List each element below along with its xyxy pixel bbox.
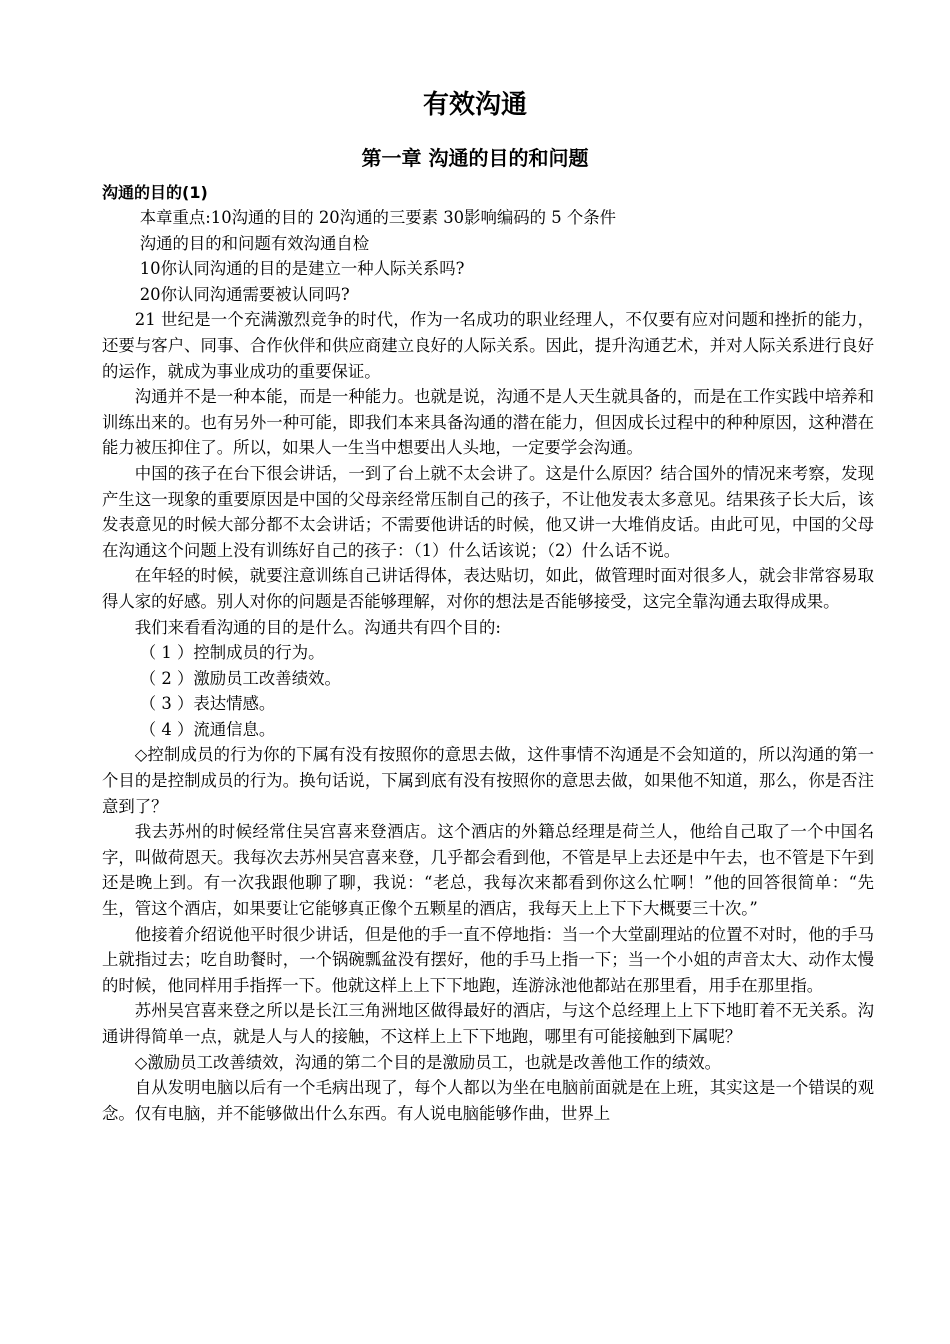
self-check-question-2: 20你认同沟通需要被认同吗? — [139, 284, 350, 304]
paragraph: 在年轻的时候，就要注意训练自己讲话得体，表达贴切，如此，做管理时面对很多人，就会非常容易取得人家的好感。别人对你的问题是否能够理解，对你的想法是否能够接受，这完全靠沟通去取得成果。 — [102, 566, 874, 611]
paragraph: 中国的孩子在台下很会讲话，一到了台上就不太会讲了。这是什么原因？结合国外的情况来考察，发现产生这一现象的重要原因是中国的父母亲经常压制自己的孩子，不让他发表太多意见。结果孩子长大后，该发表意见的时候大部分都不太会讲话；不需要他讲话的时候，他又讲一大堆俏皮话。由此可见，中国的父母在沟通这个问题上没有训练好自己的孩子：（1）什么话该说；（2）什么话不说。 — [102, 463, 874, 560]
paragraph: 沟通并不是一种本能，而是一种能力。也就是说，沟通不是人天生就具备的，而是在工作实践中培养和训练出来的。也有另外一种可能，即我们本来具备沟通的潜在能力，但因成长过程中的种种原因，这种潜在能力被压抑住了。所以，如果人一生当中想要出人头地，一定要学会沟通。 — [102, 387, 874, 458]
paragraph: 自从发明电脑以后有一个毛病出现了，每个人都以为坐在电脑前面就是在上班，其实这是一个错误的观念。仅有电脑，并不能够做出什么东西。有人说电脑能够作曲，世界上 — [102, 1078, 874, 1123]
section-title: 沟通的目的(1) — [102, 183, 208, 202]
self-check-question-1: 10你认同沟通的目的是建立一种人际关系吗? — [139, 259, 465, 279]
paragraph: 他接着介绍说他平时很少讲话，但是他的手一直不停地指：当一个大堂副理站的位置不对时，他的手马上就指过去；吃自助餐时，一个锅碗瓢盆没有摆好，他的手马上指一下；当一个小姐的声音太大、动作太慢的时候，他同样用手指挥一下。他就这样上上下下地跑，连游泳池他都站在那里看，用手在那里指。 — [102, 924, 874, 995]
paragraph: ◇控制成员的行为你的下属有没有按照你的意思去做，这件事情不沟通是不会知道的，所以沟通的第一个目的是控制成员的行为。换句话说，下属到底有没有按照你的意思去做，如果他不知道，那么，你是否注意到了？ — [102, 745, 874, 816]
purpose-item: （ 2 ）激励员工改善绩效。 — [139, 668, 341, 688]
purpose-item: （ 1 ）控制成员的行为。 — [139, 643, 325, 663]
self-check-heading: 沟通的目的和问题有效沟通自检 — [139, 233, 370, 253]
paragraph: 我们来看看沟通的目的是什么。沟通共有四个目的: — [134, 617, 501, 637]
paragraph: 21 世纪是一个充满激烈竞争的时代，作为一名成功的职业经理人，不仅要有应对问题和挫折的能力，还要与客户、同事、合作伙伴和供应商建立良好的人际关系。因此，提升沟通艺术，并对人际关系进行良好的运作，就成为事业成功的重要保证。 — [102, 310, 874, 381]
paragraph: 苏州吴宫喜来登之所以是长江三角洲地区做得最好的酒店，与这个总经理上上下下地盯着不无关系。沟通讲得简单一点，就是人与人的接触，不这样上上下下地跑，哪里有可能接触到下属呢？ — [102, 1001, 874, 1046]
chapter-title: 第一章 沟通的目的和问题 — [361, 146, 589, 170]
chapter-focus-line: 本章重点:10沟通的目的 20沟通的三要素 30影响编码的 5 个条件 — [139, 208, 617, 227]
paragraph: 我去苏州的时候经常住吴宫喜来登酒店。这个酒店的外籍总经理是荷兰人，他给自己取了一个中国名字，叫做荷恩天。我每次去苏州吴宫喜来登，几乎都会看到他，不管是早上去还是中午去，也不管是下午到还是晚上到。有一次我跟他聊了聊，我说：“老总，我每次来都看到你这么忙啊！”他的回答很简单：“先生，管这个酒店，如果要让它能够真正像个五颗星的酒店，我每天上上下下大概要三十次。” — [102, 822, 874, 919]
document-title: 有效沟通 — [422, 90, 527, 120]
purpose-item: （ 4 ）流通信息。 — [139, 719, 276, 739]
purpose-item: （ 3 ）表达情感。 — [139, 694, 276, 714]
paragraph: ◇激励员工改善绩效，沟通的第二个目的是激励员工，也就是改善他工作的绩效。 — [134, 1052, 722, 1072]
document-body — [102, 205, 874, 1126]
